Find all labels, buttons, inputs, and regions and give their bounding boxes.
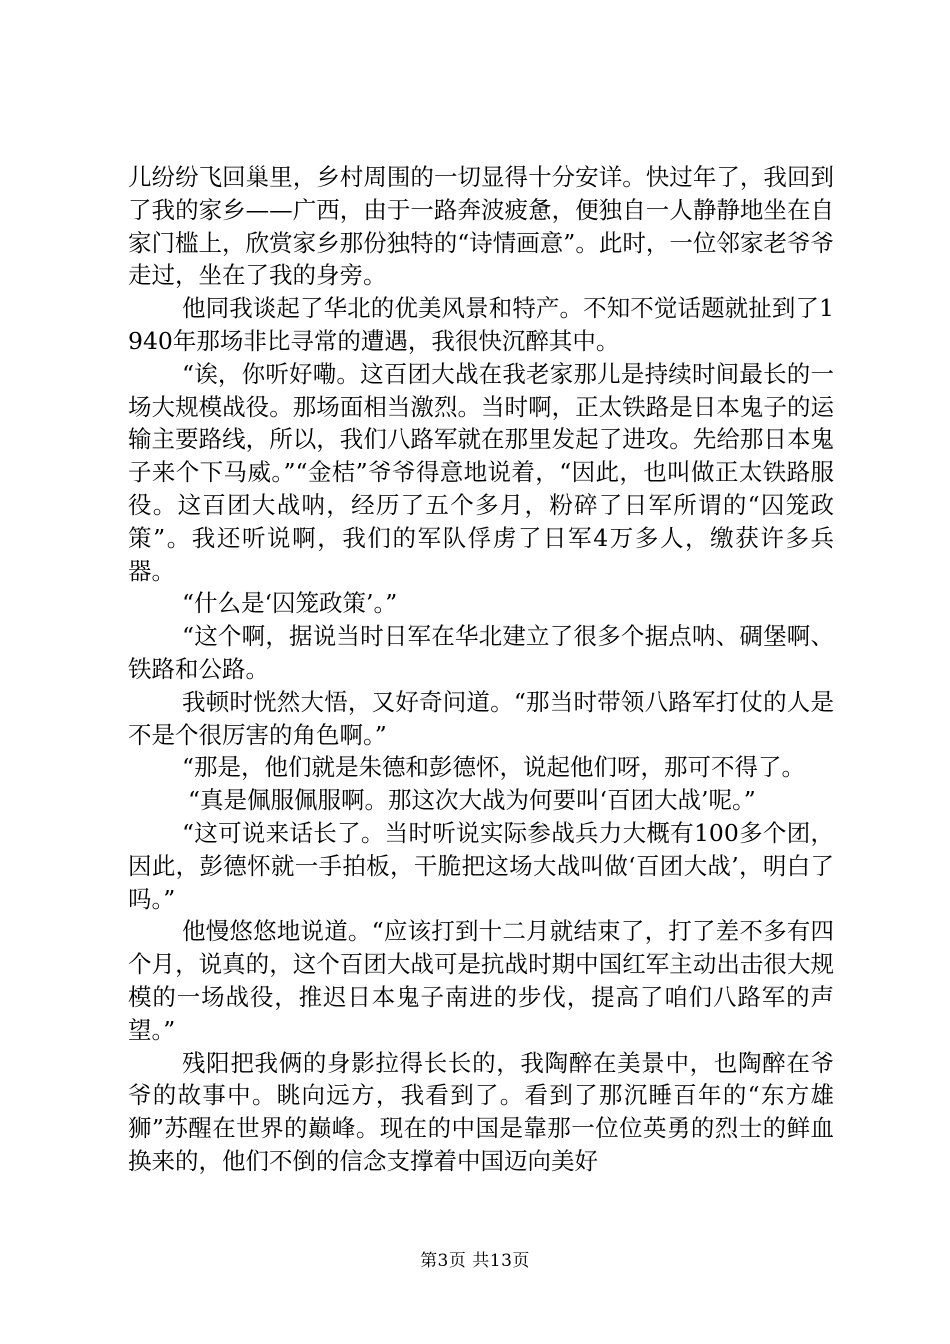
body-text bbox=[128, 161, 834, 1178]
paragraph-2: 他同我谈起了华北的优美风景和特产。不知不觉话题就扯到了1940年那场非比寻常的遭遇，我很快沉醉其中。 bbox=[128, 294, 834, 355]
page-footer bbox=[0, 1246, 950, 1271]
paragraph-10: 他慢悠悠地说道。“应该打到十二月就结束了，打了差不多有四个月，说真的，这个百团大战可是抗战时期中国红军主动出击很大规模的一场战役，推迟日本鬼子南进的步伐，提高了咱们八路军的声望。” bbox=[128, 917, 834, 1044]
paragraph-6: 我顿时恍然大悟，又好奇问道。“那当时带领八路军打仗的人是不是个很厉害的角色啊。” bbox=[128, 687, 834, 749]
paragraph-5: “这个啊，据说当时日军在华北建立了很多个据点呐、碉堡啊、铁路和公路。 bbox=[128, 622, 834, 683]
paragraph-1: 儿纷纷飞回巢里，乡村周围的一切显得十分安详。快过年了，我回到了我的家乡——广西，由于一路奔波疲惫，便独自一人静静地坐在自家门槛上，欣赏家乡那份独特的“诗情画意”。此时，一位邻家老爷爷走过，坐在了我的身旁。 bbox=[128, 163, 834, 290]
paragraph-11: 残阳把我俩的身影拉得长长的，我陶醉在美景中，也陶醉在爷爷的故事中。眺向远方，我看到了。看到了那沉睡百年的“东方雄狮”苏醒在世界的巅峰。现在的中国是靠那一位位英勇的烈士的鲜血换来的，他们不倒的信念支撑着中国迈向美好 bbox=[128, 1048, 834, 1175]
paragraph-9: “这可说来话长了。当时听说实际参战兵力大概有100多个团，因此，彭德怀就一手拍板，干脆把这场大战叫做‘百团大战’，明白了吗。” bbox=[128, 818, 834, 913]
paragraph-7: “那是，他们就是朱德和彭德怀，说起他们呀，那可不得了。 bbox=[182, 753, 806, 782]
paragraph-4: “什么是‘囚笼政策’。” bbox=[182, 589, 398, 618]
paragraph-8: “真是佩服佩服啊。那这次大战为何要叫‘百团大战’呢。” bbox=[188, 786, 756, 815]
paragraph-3: “诶，你听好嘞。这百团大战在我老家那儿是持续时间最长的一场大规模战役。那场面相当激烈。当时啊，正太铁路是日本鬼子的运输主要路线，所以，我们八路军就在那里发起了进攻。先给那日本鬼子来个下马威。”“金桔”爷爷得意地说着，“因此，也叫做正太铁路服役。这百团大战呐，经历了五个多月，粉碎了日军所谓的“囚笼政策”。我还听说啊，我们的军队俘虏了日军4万多人，缴获许多兵器。 bbox=[128, 359, 834, 585]
page-number-label: 第3页 共13页 bbox=[420, 1251, 530, 1271]
